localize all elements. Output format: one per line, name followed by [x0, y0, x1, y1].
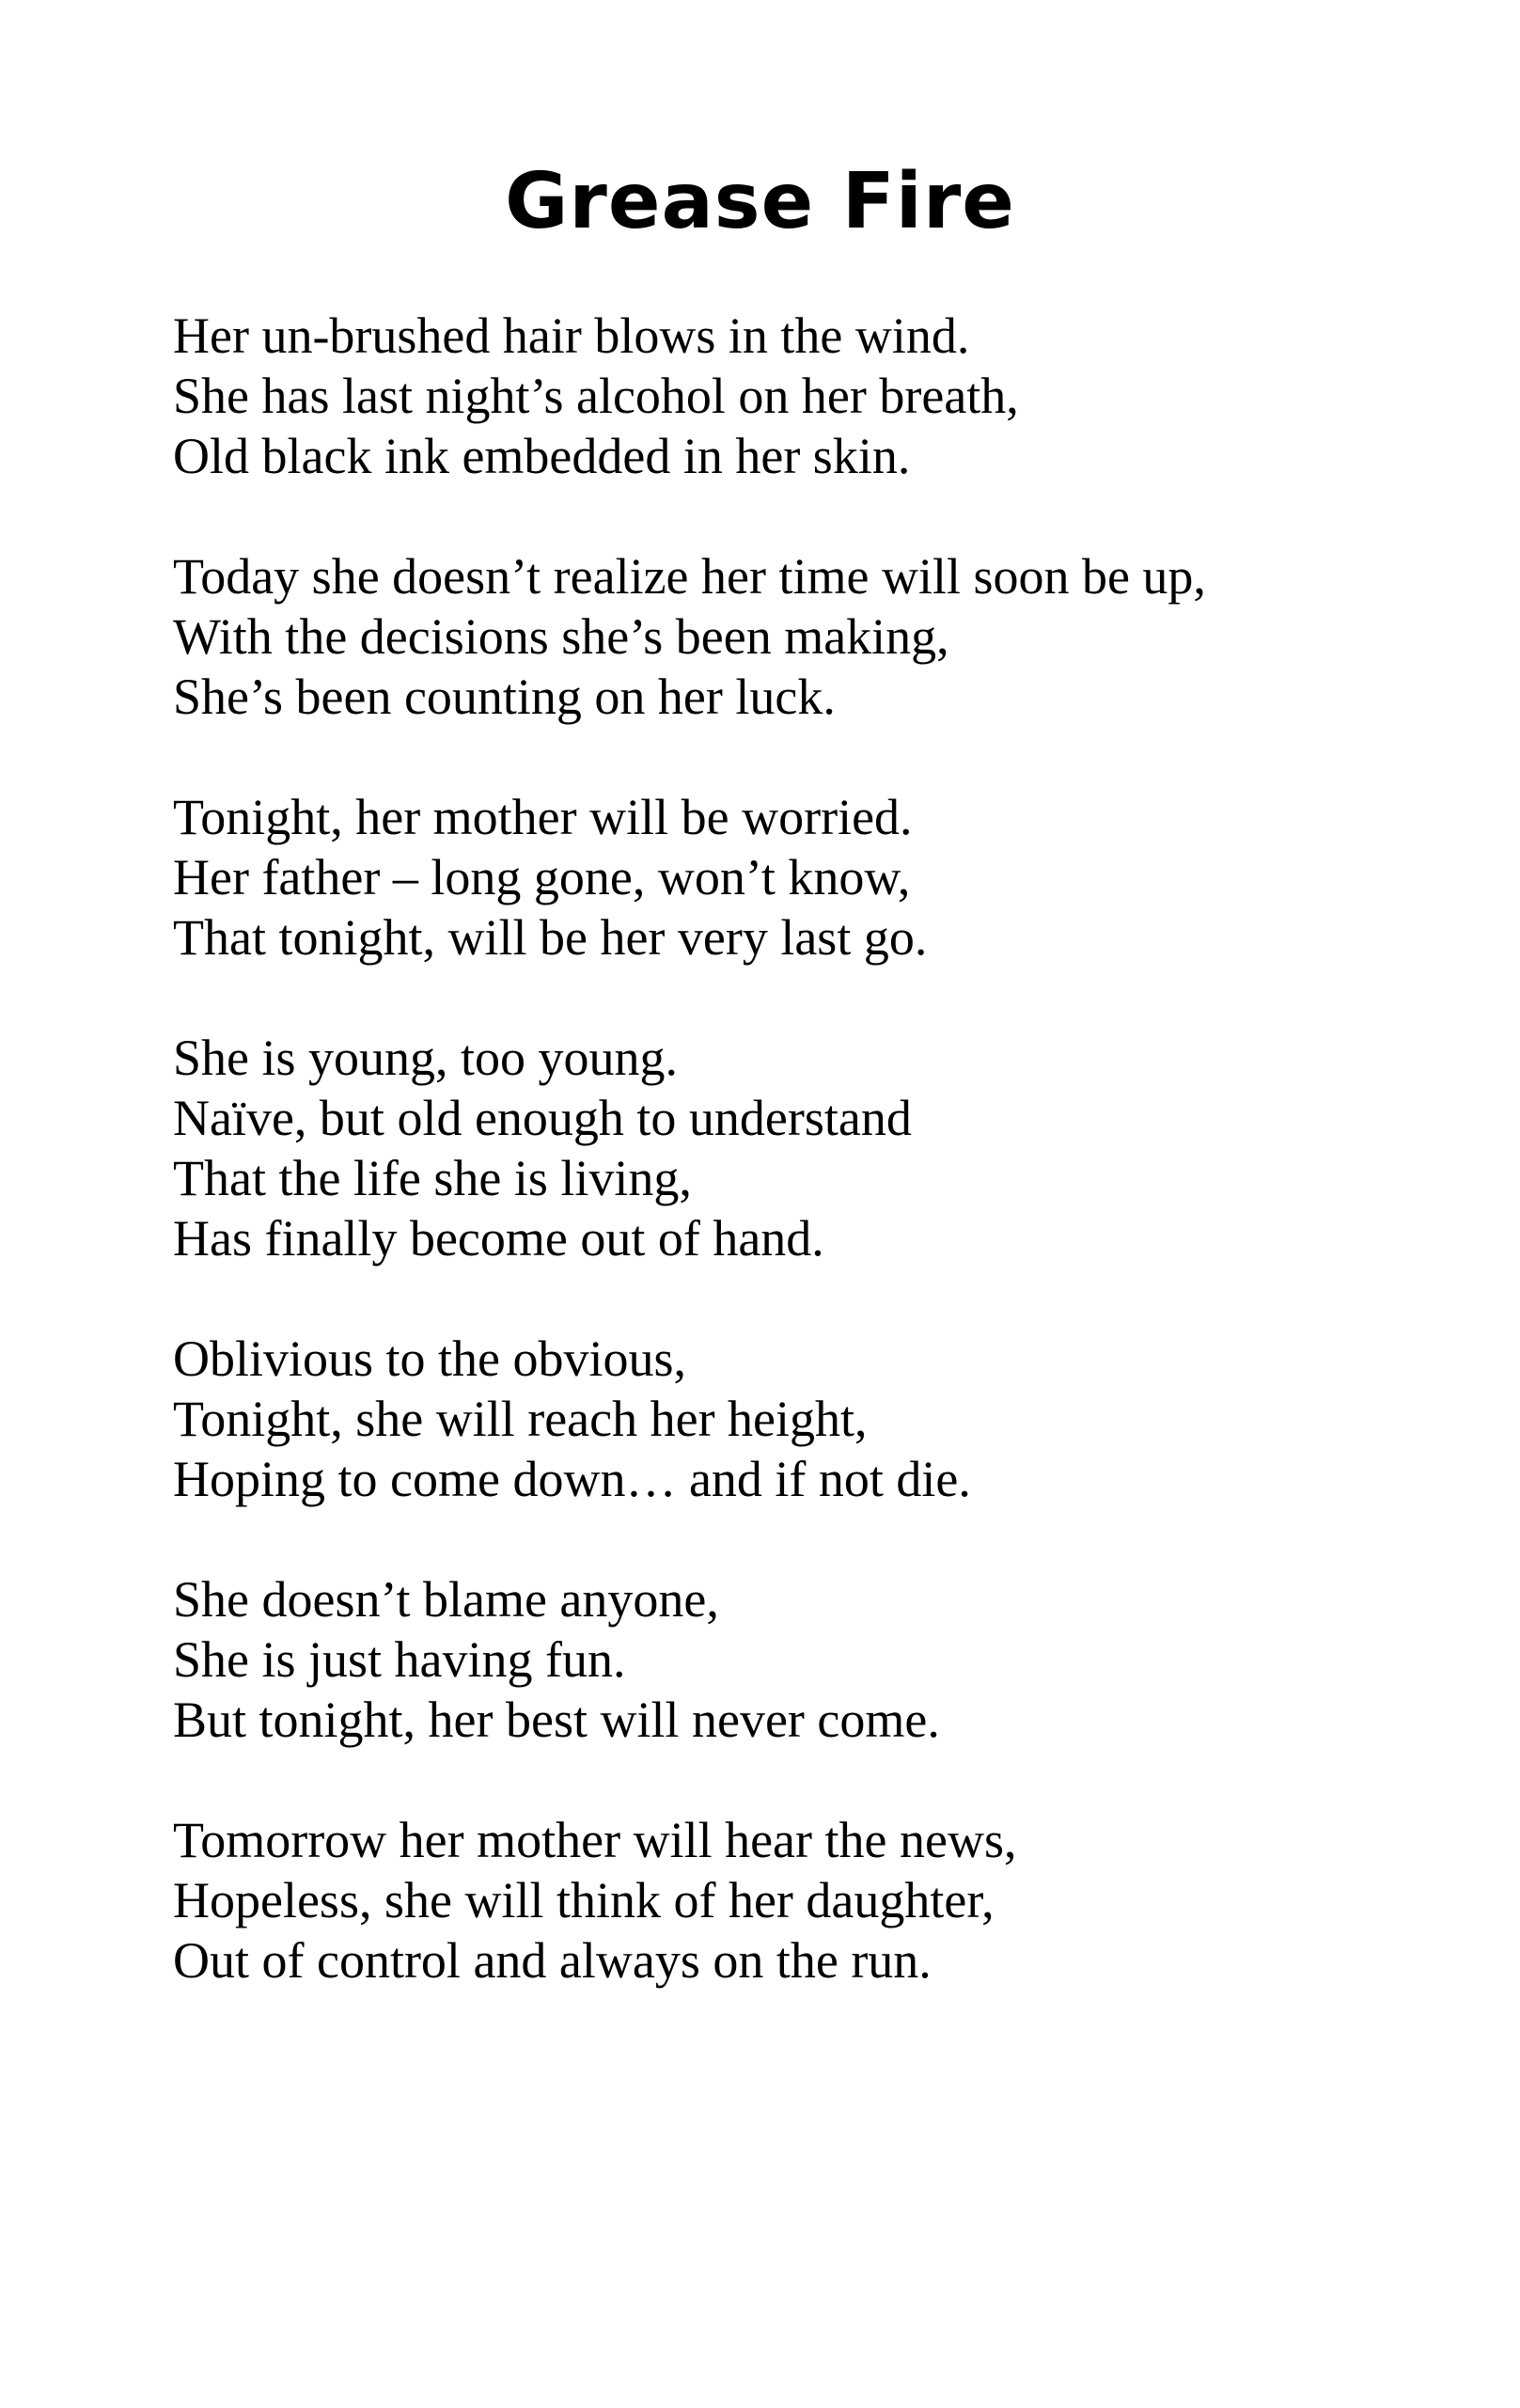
- stanza: [173, 1569, 1423, 1750]
- poem-line: She’s been counting on her luck.: [173, 669, 836, 725]
- poem-line: She doesn’t blame anyone,: [173, 1571, 719, 1628]
- stanza: [173, 1028, 1423, 1268]
- poem-line: Her un-brushed hair blows in the wind.: [173, 307, 970, 364]
- poem-line: That the life she is living,: [173, 1150, 692, 1206]
- stanza: [173, 1329, 1423, 1509]
- poem-line: Naïve, but old enough to understand: [173, 1090, 912, 1146]
- poem-line: Her father – long gone, won’t know,: [173, 849, 911, 905]
- stanza: [173, 1810, 1423, 1991]
- poem-line: Out of control and always on the run.: [173, 1932, 932, 1989]
- poem-title: Grease Fire: [505, 157, 1015, 246]
- stanza: [173, 306, 1423, 486]
- poem-line: Hoping to come down… and if not die.: [173, 1451, 971, 1507]
- stanza: [173, 546, 1423, 727]
- poem-line: That tonight, will be her very last go.: [173, 909, 928, 966]
- poem-line: But tonight, her best will never come.: [173, 1692, 940, 1748]
- poem-line: She is young, too young.: [173, 1030, 679, 1086]
- poem-line: Hopeless, she will think of her daughter,: [173, 1872, 995, 1928]
- poem-line: She is just having fun.: [173, 1631, 626, 1688]
- poem-line: Tomorrow her mother will hear the news,: [173, 1812, 1017, 1868]
- poem-line: She has last night’s alcohol on her breath,: [173, 368, 1019, 424]
- stanza: [173, 787, 1423, 968]
- poem-line: Oblivious to the obvious,: [173, 1330, 687, 1387]
- poem-line: Has finally become out of hand.: [173, 1210, 824, 1267]
- poem-line: Tonight, she will reach her height,: [173, 1391, 868, 1447]
- poem-line: Tonight, her mother will be worried.: [173, 789, 913, 845]
- poem-body: [173, 306, 1423, 2051]
- poem-line: With the decisions she’s been making,: [173, 608, 949, 665]
- poem-line: Today she doesn’t realize her time will soon be up,: [173, 548, 1206, 605]
- poem-line: Old black ink embedded in her skin.: [173, 428, 911, 484]
